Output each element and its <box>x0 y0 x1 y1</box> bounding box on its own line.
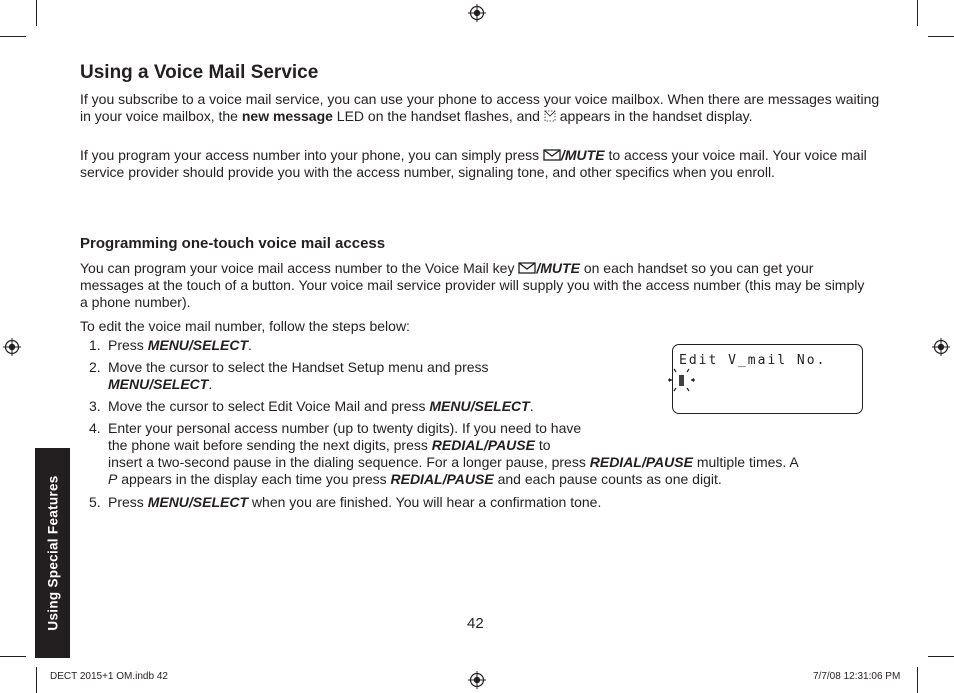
registration-mark-icon <box>468 4 486 22</box>
crop-mark <box>36 0 37 26</box>
envelope-icon <box>518 262 536 274</box>
crop-mark <box>928 656 954 657</box>
mute-key-label: /MUTE <box>536 260 580 276</box>
voicemail-indicator-icon <box>544 110 556 122</box>
crop-mark <box>0 656 26 657</box>
crop-mark <box>917 667 918 693</box>
lcd-line: Edit V_mail No. <box>679 353 827 368</box>
envelope-icon <box>543 149 561 161</box>
section-paragraph-2: To edit the voice mail number, follow the steps below: <box>80 318 410 334</box>
crop-mark <box>36 667 37 693</box>
crop-mark <box>0 36 26 37</box>
intro-paragraph-2: If you program your access number into your phone, you can simply press /MUTE to access your voice mail. Your voice mail service provider should provide you with the access number, signaling tone, and other specifics when you enroll. <box>80 147 867 180</box>
list-item: 1. Press MENU/SELECT. <box>89 337 252 353</box>
section-paragraph-1: You can program your voice mail access number to the Voice Mail key /MUTE on each handset so you can get your messages at the touch of a button. Your voice mail service provider will supply you with the access number (this may be simply a phone number). <box>80 260 865 310</box>
crop-mark <box>917 0 918 26</box>
list-item: 3. Move the cursor to select Edit Voice Mail and press MENU/SELECT. <box>89 398 534 414</box>
section-heading: Programming one-touch voice mail access <box>80 235 386 252</box>
page-number: 42 <box>467 615 484 632</box>
new-message-label: new message <box>241 108 333 124</box>
registration-mark-icon <box>468 671 486 689</box>
list-item: 4. Enter your personal access number (up to twenty digits). If you need to have the phone wait before sending the next digits, press REDIAL/PAUSE to insert a two-second pause in the dialing sequence. For a longer pause, press REDIAL/PAUSE multiple times. A P appears in the display each time you press REDIAL/PAUSE and each pause counts as one digit. <box>89 420 799 487</box>
lcd-display <box>672 344 863 414</box>
list-item: 2. Move the cursor to select the Handset Setup menu and press MENU/SELECT. <box>89 359 489 392</box>
side-tab: Using Special Features <box>35 448 70 658</box>
blinking-cursor-icon <box>665 367 701 395</box>
crop-mark <box>928 36 954 37</box>
footer-timestamp: 7/7/08 12:31:06 PM <box>813 671 901 682</box>
intro-paragraph-1: If you subscribe to a voice mail service, you can use your phone to access your voice mailbox. When there are messages waiting in your voice mailbox, the new message LED on the handset flashes, and appears in the handset display. <box>80 91 880 124</box>
footer-file-info: DECT 2015+1 OM.indb 42 <box>50 671 168 682</box>
mute-key-label: /MUTE <box>561 147 605 163</box>
page-title: Using a Voice Mail Service <box>80 62 319 83</box>
list-item: 5. Press MENU/SELECT when you are finished. You will hear a confirmation tone. <box>89 494 602 510</box>
registration-mark-icon <box>932 338 950 356</box>
registration-mark-icon <box>3 338 21 356</box>
